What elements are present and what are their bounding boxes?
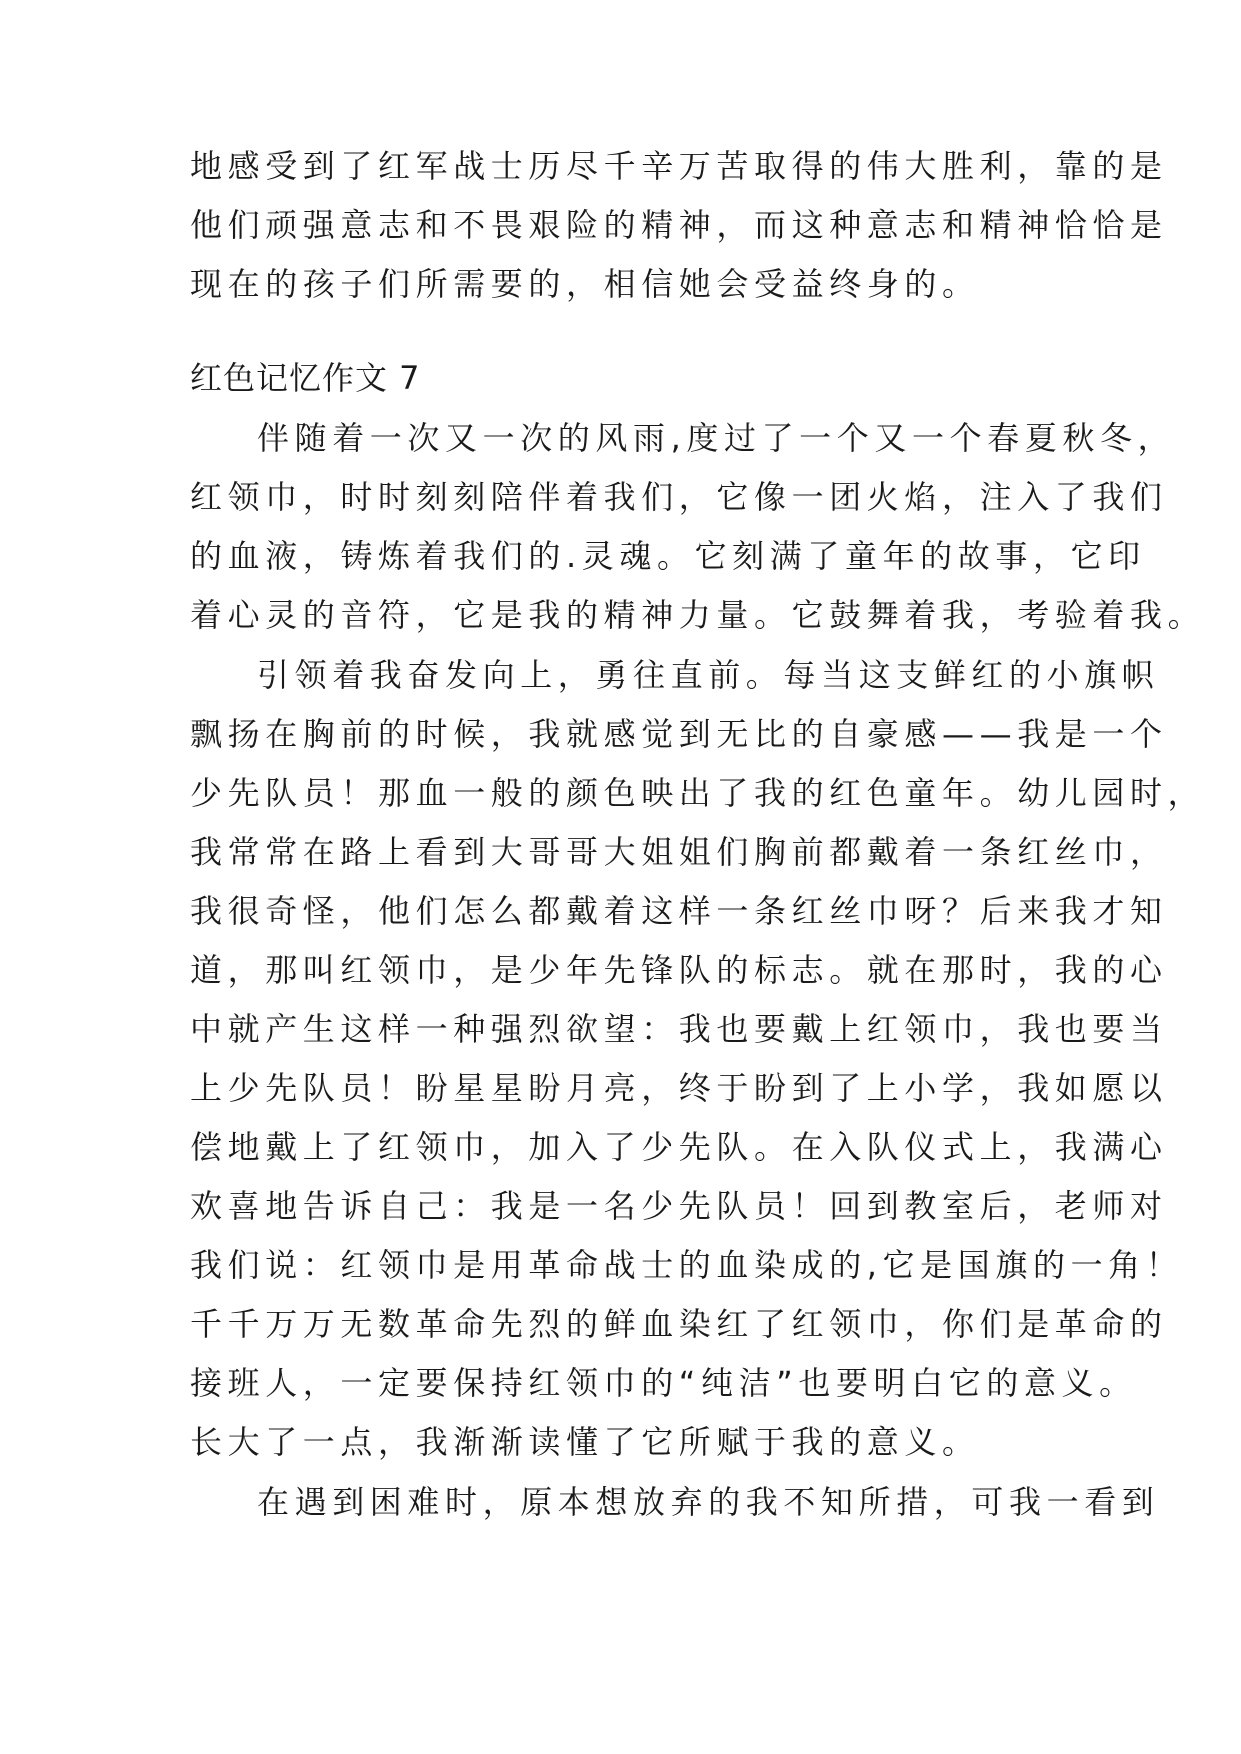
text-line: 偿地戴上了红领巾，加入了少先队。在入队仪式上，我满心 xyxy=(190,1128,1168,1166)
paragraph-first-line: 伴随着一次又一次的风雨,度过了一个又一个春夏秋冬， xyxy=(257,419,1176,457)
text-line: 欢喜地告诉自己：我是一名少先队员！回到教室后，老师对 xyxy=(190,1187,1168,1225)
text-line: 着心灵的音符，它是我的精神力量。它鼓舞着我，考验着我。 xyxy=(190,596,1206,634)
text-line: 道，那叫红领巾，是少年先锋队的标志。就在那时，我的心 xyxy=(190,951,1168,989)
text-line: 他们顽强意志和不畏艰险的精神，而这种意志和精神恰恰是 xyxy=(190,206,1168,244)
text-line: 的血液，铸炼着我们的.灵魂。它刻满了童年的故事，它印 xyxy=(190,537,1146,575)
text-line: 红领巾，时时刻刻陪伴着我们，它像一团火焰，注入了我们 xyxy=(190,478,1168,516)
text-line: 上少先队员！盼星星盼月亮，终于盼到了上小学，我如愿以 xyxy=(190,1069,1168,1107)
text-line: 千千万万无数革命先烈的鲜血染红了红领巾，你们是革命的 xyxy=(190,1305,1168,1343)
text-line: 接班人，一定要保持红领巾的“纯洁”也要明白它的意义。 xyxy=(190,1364,1137,1402)
paragraph-first-line: 在遇到困难时，原本想放弃的我不知所措，可我一看到 xyxy=(257,1483,1160,1521)
text-line: 中就产生这样一种强烈欲望：我也要戴上红领巾，我也要当 xyxy=(190,1010,1168,1048)
text-line: 我常常在路上看到大哥哥大姐姐们胸前都戴着一条红丝巾， xyxy=(190,833,1168,871)
text-line: 我很奇怪，他们怎么都戴着这样一条红丝巾呀？后来我才知 xyxy=(190,892,1168,930)
paragraph-first-line: 引领着我奋发向上，勇往直前。每当这支鲜红的小旗帜 xyxy=(257,656,1160,694)
text-line: 少先队员！那血一般的颜色映出了我的红色童年。幼儿园时， xyxy=(190,774,1206,812)
section-heading: 红色记忆作文 7 xyxy=(190,359,421,397)
text-line: 飘扬在胸前的时候，我就感觉到无比的自豪感——我是一个 xyxy=(190,715,1168,753)
text-line: 我们说：红领巾是用革命战士的血染成的,它是国旗的一角！ xyxy=(190,1246,1184,1284)
text-line: 现在的孩子们所需要的，相信她会受益终身的。 xyxy=(190,265,980,303)
text-line: 长大了一点，我渐渐读懂了它所赋于我的意义。 xyxy=(190,1423,980,1461)
text-line: 地感受到了红军战士历尽千辛万苦取得的伟大胜利，靠的是 xyxy=(190,147,1168,185)
